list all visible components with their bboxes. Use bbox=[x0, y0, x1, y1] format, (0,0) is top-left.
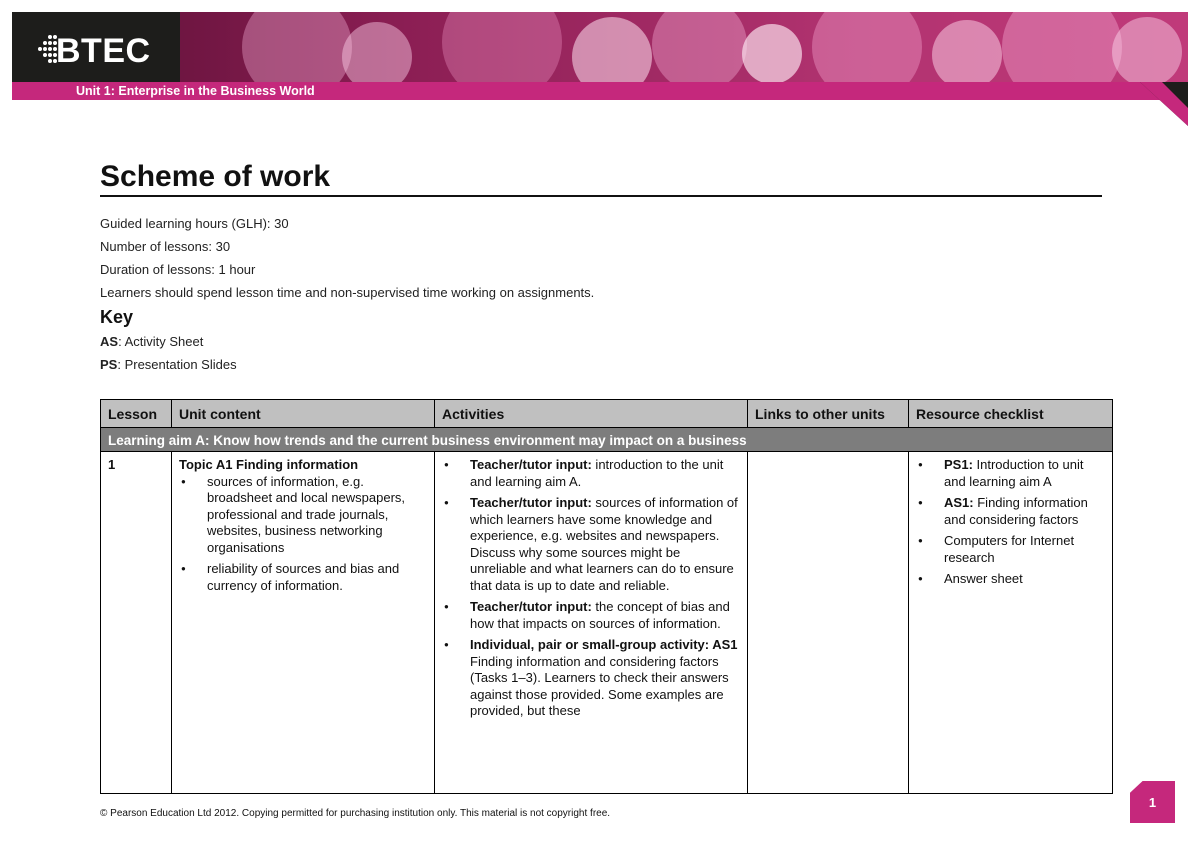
list-item bbox=[442, 457, 740, 490]
key-text: : Activity Sheet bbox=[118, 334, 204, 349]
links-cell bbox=[748, 452, 909, 794]
scheme-table bbox=[100, 399, 1113, 794]
header-links: Links to other units bbox=[748, 400, 909, 428]
corner-fold-icon bbox=[1140, 82, 1188, 126]
resource-text: Introduction to unit and learning aim A bbox=[944, 457, 1084, 489]
list-item bbox=[442, 495, 740, 594]
list-item bbox=[442, 599, 740, 632]
header-resources: Resource checklist bbox=[909, 400, 1113, 428]
learning-aim-text: Learning aim A: Know how trends and the current business environment may impact on a business bbox=[101, 428, 1113, 452]
content-list bbox=[179, 474, 427, 595]
copyright-notice: © Pearson Education Ltd 2012. Copying permitted for purchasing institution only. This material is not copyright free. bbox=[100, 808, 611, 819]
title-divider bbox=[100, 195, 1102, 197]
info-duration: Duration of lessons: 1 hour bbox=[100, 262, 256, 277]
activity-label: Individual, pair or small-group activity: AS1 bbox=[470, 637, 738, 652]
activity-label: Teacher/tutor input: bbox=[470, 495, 592, 510]
key-heading: Key bbox=[100, 307, 134, 327]
header-activities: Activities bbox=[435, 400, 748, 428]
key-item-as bbox=[100, 334, 203, 349]
resource-text: Finding information and considering factors bbox=[944, 495, 1088, 527]
list-item bbox=[916, 571, 1105, 588]
list-item: ● sources of information, e.g. broadsheet and local newspapers, professional and trade journals, websites, business networking organisations bbox=[179, 474, 427, 557]
lesson-cell bbox=[101, 452, 172, 794]
logo-dots-icon bbox=[36, 34, 58, 64]
activity-text: Finding information and considering factors (Tasks 1–3). Learners to check their answers against those provided. Some examples are provided, but these bbox=[470, 653, 729, 718]
btec-logo bbox=[12, 12, 180, 82]
activity-label: Teacher/tutor input: bbox=[470, 457, 592, 472]
unit-content-cell bbox=[172, 452, 435, 794]
resource-label: AS1: bbox=[944, 495, 974, 510]
resource-text: Computers for Internet research bbox=[944, 533, 1075, 565]
activity-text: the concept of bias and how that impacts on sources of information. bbox=[470, 599, 730, 631]
unit-title: Unit 1: Enterprise in the Business World bbox=[76, 84, 315, 98]
learning-aim-row bbox=[101, 428, 1113, 452]
key-item-ps bbox=[100, 357, 237, 372]
list-item bbox=[442, 637, 740, 720]
key-text: : Presentation Slides bbox=[117, 357, 237, 372]
resources-cell bbox=[909, 452, 1113, 794]
table-row bbox=[101, 452, 1113, 794]
list-item bbox=[916, 457, 1105, 490]
activity-label: Teacher/tutor input: bbox=[470, 599, 592, 614]
activity-text: sources of information of which learners have some knowledge and experience, e.g. websites and newspapers. Discuss why some sources might be unreliable and what learners can do to ensure that data is up to date and reliable. bbox=[470, 495, 738, 593]
list-item bbox=[916, 533, 1105, 566]
activities-list bbox=[442, 457, 740, 720]
header-lesson: Lesson bbox=[101, 400, 172, 428]
info-note: Learners should spend lesson time and non-supervised time working on assignments. bbox=[100, 285, 595, 300]
header-unit-content: Unit content bbox=[172, 400, 435, 428]
logo-text: BTEC bbox=[56, 32, 151, 70]
list-item bbox=[916, 495, 1105, 528]
resource-label: PS1: bbox=[944, 457, 973, 472]
activity-text: introduction to the unit and learning aim A. bbox=[470, 457, 724, 489]
page-number: 1 bbox=[1148, 795, 1157, 810]
topic-title: Topic A1 Finding information bbox=[179, 457, 359, 472]
lesson-number: 1 bbox=[108, 457, 116, 472]
info-glh: Guided learning hours (GLH): 30 bbox=[100, 216, 289, 231]
info-lessons: Number of lessons: 30 bbox=[100, 239, 231, 254]
resources-list bbox=[916, 457, 1105, 588]
key-abbr: AS bbox=[100, 334, 119, 349]
page-title: Scheme of work bbox=[100, 160, 331, 193]
table-header-row bbox=[101, 400, 1113, 428]
key-abbr: PS bbox=[100, 357, 118, 372]
list-item: ● reliability of sources and bias and currency of information. bbox=[179, 561, 427, 594]
activities-cell bbox=[435, 452, 748, 794]
resource-text: Answer sheet bbox=[944, 571, 1023, 586]
